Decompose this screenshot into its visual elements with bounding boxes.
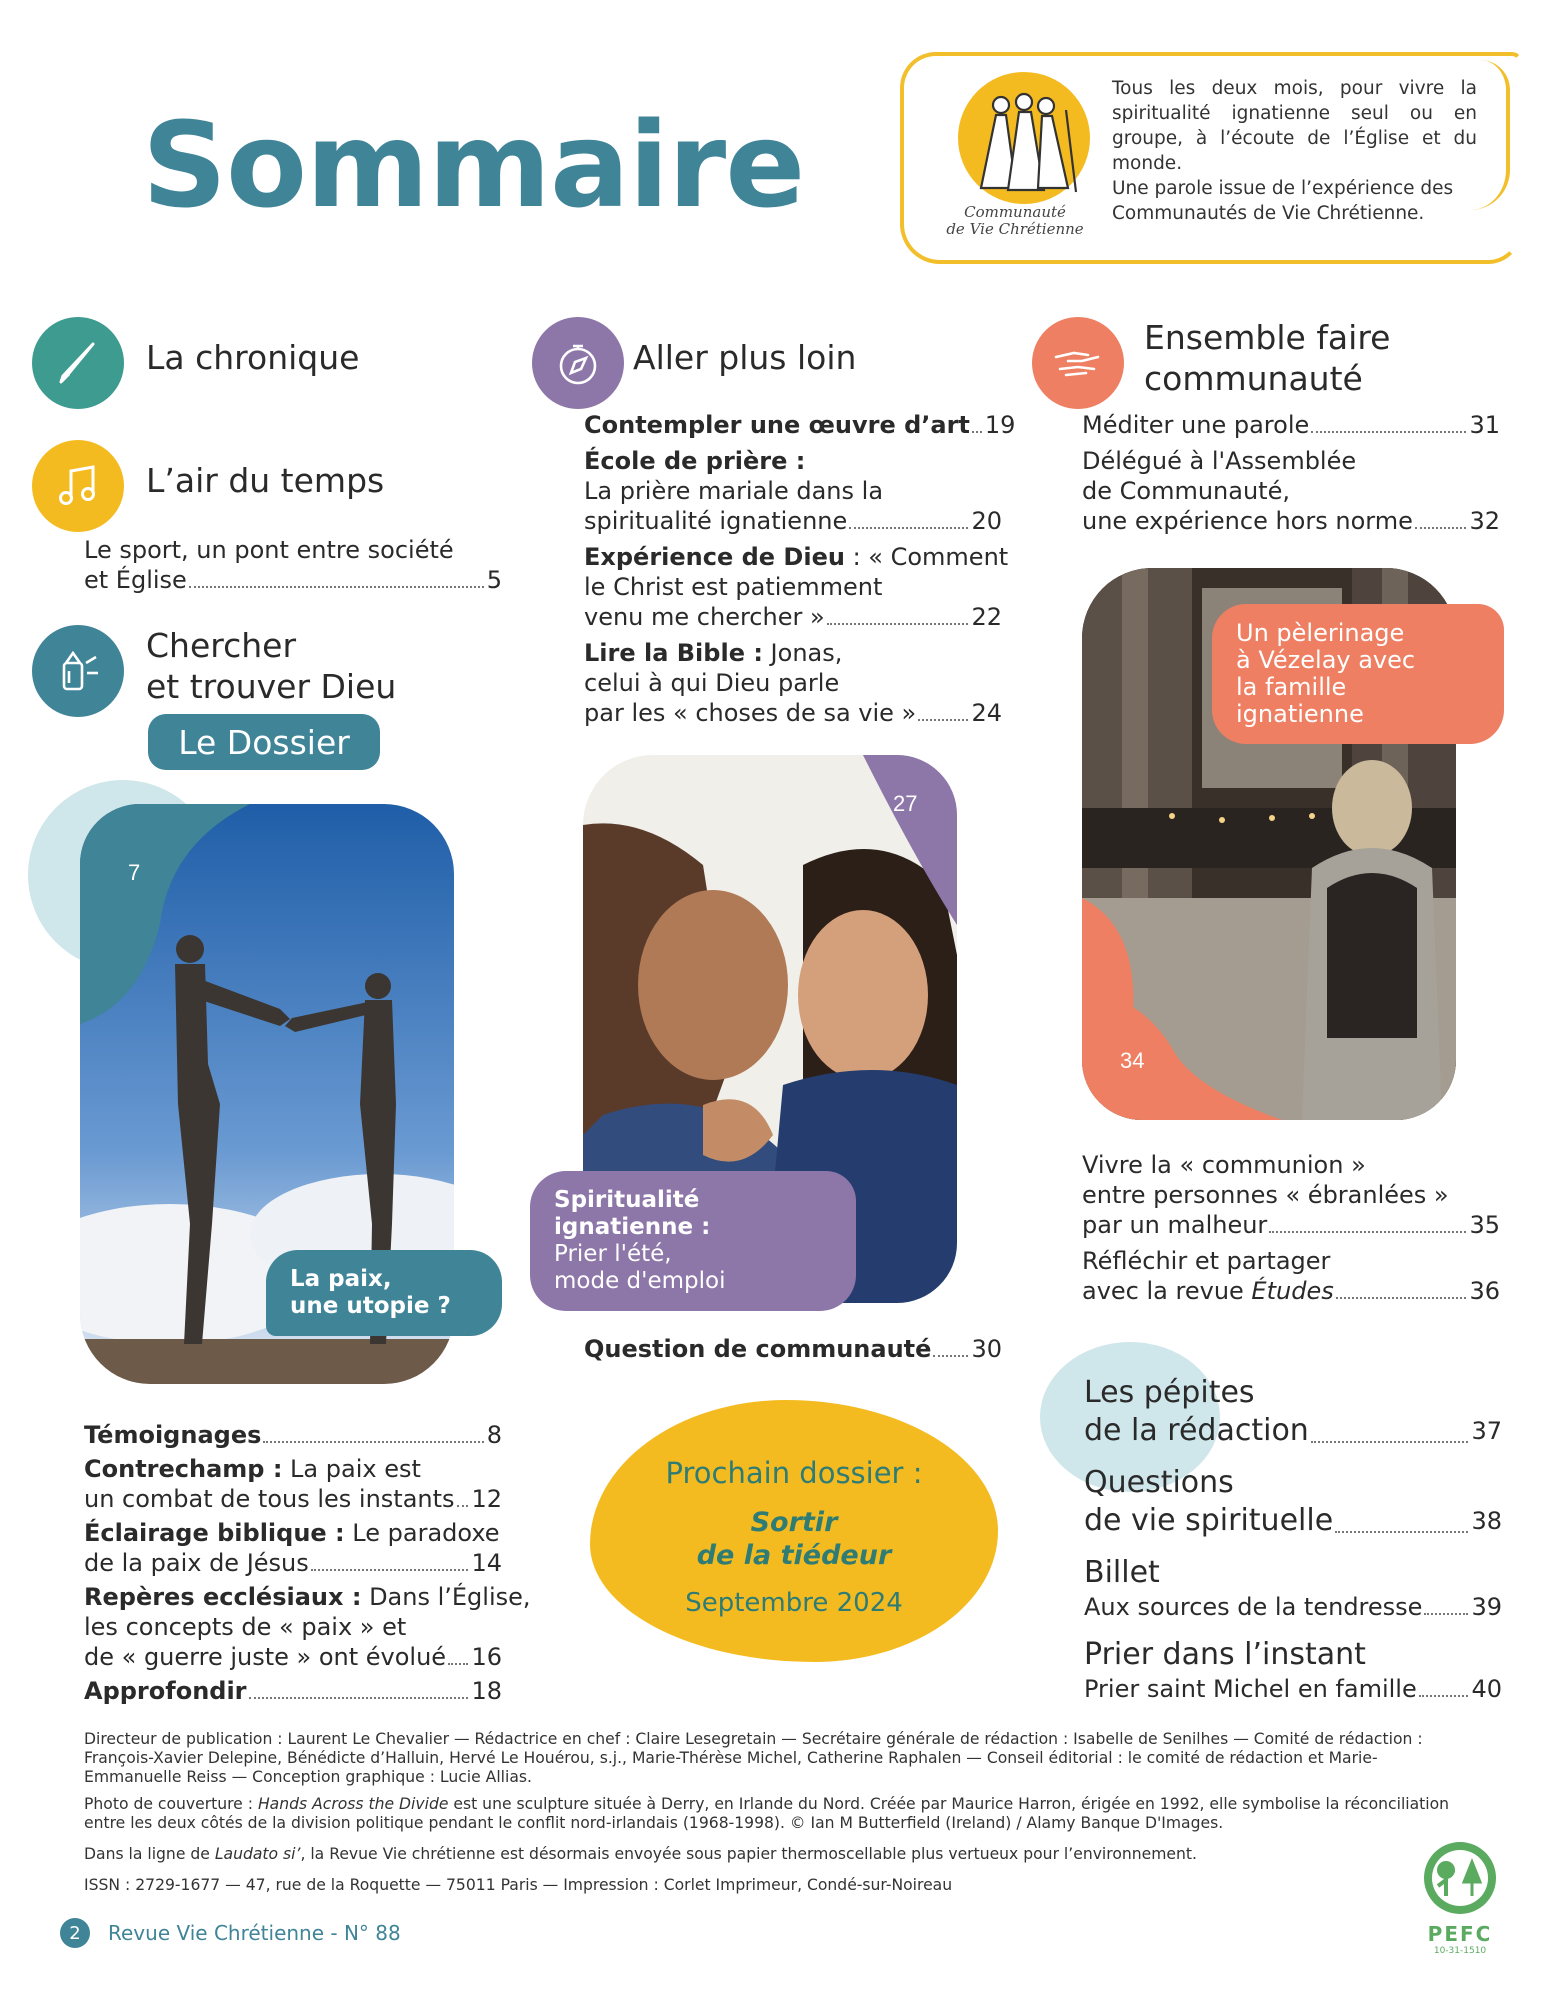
logo-text-2: de Vie Chrétienne — [946, 220, 1084, 239]
toc-bible-title: Lire la Bible : — [584, 639, 763, 667]
footer — [60, 1918, 401, 1948]
toc-eclairage-line2: de la paix de Jésus — [84, 1549, 309, 1577]
dossier-badge: Le Dossier — [148, 714, 380, 770]
toc-prier-page: 40 — [1471, 1675, 1502, 1703]
ensemble-line1: Ensemble faire — [1144, 318, 1391, 357]
credits-line2: François-Xavier Delepine, Bénédicte d’Halluin, Hervé Le Houérou, s.j., Marie-Thérèse Michel, Catherine Raphalen — Conseil éditorial : le comité de rédaction et Marie- — [84, 1749, 1378, 1767]
next-dossier-label: Prochain dossier : — [665, 1456, 923, 1490]
music-note-icon — [53, 461, 103, 511]
toc-ensemble-list — [1082, 410, 1500, 536]
toc-delegue-line2: de Communauté, — [1082, 477, 1290, 505]
toc-question[interactable] — [584, 1334, 1002, 1364]
toc-question-page: 30 — [971, 1335, 1002, 1363]
toc-experience-title: Expérience de Dieu — [584, 543, 845, 571]
next-dossier-date: Septembre 2024 — [685, 1588, 903, 1618]
compass-icon — [551, 336, 605, 390]
toc-reperes-title: Repères ecclésiaux : — [84, 1583, 362, 1611]
toc-billet[interactable] — [1084, 1592, 1502, 1622]
toc-contrechamp-title: Contrechamp : — [84, 1455, 283, 1483]
toc-vivre-line3: par un malheur — [1082, 1211, 1268, 1239]
toc-questions-line1: Questions — [1084, 1465, 1234, 1500]
chronique-icon — [32, 317, 124, 409]
issn-line: ISSN : 2729-1677 — 47, rue de la Roquette — 75011 Paris — Impression : Corlet Imprimeur, Condé-sur-Noireau — [84, 1876, 953, 1894]
toc-questions-line2: de vie spirituelle — [1084, 1503, 1334, 1538]
pefc-code: 10-31-1510 — [1433, 1946, 1487, 1956]
toc-bible[interactable] — [584, 698, 1002, 728]
pelerinage-bubble-line2: à Vézelay avec — [1236, 646, 1416, 674]
pen-icon — [53, 338, 103, 388]
next-dossier-title-2: de la tiédeur — [696, 1540, 892, 1571]
hands-icon — [1050, 335, 1106, 391]
spiritualite-image-number: 27 — [893, 791, 918, 816]
ensemble-line2: communauté — [1144, 359, 1363, 399]
chercher-icon — [32, 625, 124, 717]
toc-questions-page: 38 — [1471, 1507, 1502, 1535]
toc-ecole-line2: spiritualité ignatienne — [584, 507, 848, 535]
section-ensemble — [1144, 317, 1390, 400]
toc-pepites-line2: de la rédaction — [1084, 1413, 1309, 1448]
toc-contrechamp-page: 12 — [471, 1485, 502, 1513]
pefc-tree-icon — [1418, 1838, 1502, 1918]
pelerinage-image-number: 34 — [1120, 1048, 1145, 1073]
next-dossier — [590, 1400, 998, 1662]
toc-billet-sub: Aux sources de la tendresse — [1084, 1593, 1423, 1621]
toc-mediter-page: 31 — [1469, 411, 1500, 439]
toc-mediter-title: Méditer une parole — [1082, 411, 1310, 439]
toc-vivre-page: 35 — [1469, 1211, 1500, 1239]
toc-ecole-page: 20 — [971, 507, 1002, 535]
toc-reperes-page: 16 — [471, 1643, 502, 1671]
pefc-logo — [1416, 1838, 1504, 1956]
toc-billet-title: Billet — [1084, 1555, 1160, 1590]
toc-experience-page: 22 — [971, 603, 1002, 631]
section-air-du-temps: L’air du temps — [146, 461, 385, 500]
toc-pepites-page: 37 — [1471, 1417, 1502, 1445]
toc-contrechamp-line1: La paix est — [282, 1455, 421, 1483]
laudato-suffix: , la Revue Vie chrétienne est désormais envoyée sous papier thermoscellable plus vertueux pour l’environnement. — [300, 1845, 1197, 1863]
logo-text-1: Communauté — [964, 203, 1066, 221]
toc-reflechir[interactable] — [1082, 1276, 1500, 1306]
aller-plus-loin-icon — [532, 317, 624, 409]
toc-questions[interactable] — [1084, 1502, 1502, 1540]
toc-experience[interactable] — [584, 602, 1002, 632]
next-dossier-title-1: Sortir — [750, 1507, 838, 1538]
pelerinage-bubble-line3: la famille ignatienne — [1236, 673, 1364, 728]
toc-ecole-title: École de prière : — [584, 447, 806, 475]
toc-prier[interactable] — [1084, 1674, 1502, 1704]
air-du-temps-icon — [32, 440, 124, 532]
pefc-text: PEFC — [1427, 1922, 1493, 1946]
spiritualite-bubble — [530, 1171, 856, 1311]
toc-sport-line1: Le sport, un pont entre société — [84, 536, 454, 564]
toc-reflechir-italic: Études — [1251, 1277, 1334, 1305]
toc-experience-line2: le Christ est patiemment — [584, 573, 883, 601]
toc-bible-page: 24 — [971, 699, 1002, 727]
revue-name: Revue Vie Chrétienne - N° 88 — [108, 1921, 401, 1945]
credits-line3: Emmanuelle Reiss — Conception graphique : Lucie Allias. — [84, 1768, 532, 1786]
intro-text-2: Une parole issue de l’expérience des Communautés de Vie Chrétienne. — [1112, 178, 1454, 224]
dossier-image-number: 7 — [128, 860, 141, 885]
cvc-logo-icon — [946, 70, 1096, 220]
toc-temoignages-title: Témoignages — [84, 1421, 262, 1449]
toc-reperes[interactable] — [84, 1642, 502, 1672]
toc-billet-page: 39 — [1471, 1593, 1502, 1621]
toc-reflechir-page: 36 — [1469, 1277, 1500, 1305]
toc-delegue-line3: une expérience hors norme — [1082, 507, 1413, 535]
photo-italic: Hands Across the Divide — [257, 1795, 449, 1813]
toc-ecole[interactable] — [584, 506, 1002, 536]
spiritualite-bubble-title: Spiritualité ignatienne : — [554, 1187, 711, 1240]
toc-contrechamp-line2: un combat de tous les instants — [84, 1485, 455, 1513]
page-number: 2 — [60, 1918, 90, 1948]
toc-approfondir-title: Approfondir — [84, 1677, 247, 1705]
credits-line1: Directeur de publication : Laurent Le Chevalier — Rédactrice en chef : Claire Lesegretain — Secrétaire générale de rédaction : Isabelle de Senilhes — Comité de rédaction : — [84, 1730, 1423, 1748]
toc-prier-sub: Prier saint Michel en famille — [1084, 1675, 1417, 1703]
chercher-line2: et trouver Dieu — [146, 667, 397, 707]
toc-prier-title: Prier dans l’instant — [1084, 1637, 1366, 1672]
toc-reflechir-line2: avec la revue — [1082, 1277, 1252, 1305]
toc-experience-line1: : « Comment — [844, 543, 1009, 571]
credits — [84, 1730, 1504, 1895]
toc-dossier-list — [84, 1420, 531, 1706]
lantern-icon — [50, 643, 106, 699]
toc-temoignages-page: 8 — [486, 1421, 502, 1449]
photo-line1: est une sculpture située à Derry, en Irlande du Nord. Créée par Maurice Harron, érigée en 1992, elle symbolise la réconciliation — [448, 1795, 1450, 1813]
toc-delegue[interactable] — [1082, 506, 1500, 536]
toc-mediter[interactable] — [1082, 410, 1500, 440]
chercher-line1: Chercher — [146, 626, 297, 665]
ensemble-icon — [1032, 317, 1124, 409]
toc-ecole-line1: La prière mariale dans la — [584, 477, 884, 505]
pelerinage-bubble-line1: Un pèlerinage — [1236, 619, 1405, 647]
toc-contempler[interactable] — [584, 410, 1016, 440]
section-chercher — [146, 625, 396, 708]
toc-sport — [84, 535, 502, 595]
toc-contrechamp[interactable] — [84, 1484, 502, 1514]
toc-reperes-line1: Dans l’Église, — [361, 1583, 531, 1611]
toc-contempler-page: 19 — [984, 411, 1016, 439]
toc-approfondir-page: 18 — [471, 1677, 502, 1705]
toc-sport-page: 5 — [486, 566, 502, 594]
page-title: Sommaire — [142, 96, 805, 234]
toc-vivre-line2: entre personnes « ébranlées » — [1082, 1181, 1449, 1209]
toc-vivre-line1: Vivre la « communion » — [1082, 1151, 1366, 1179]
toc-sport-line2: et Église — [84, 566, 187, 594]
toc-eclairage-title: Éclairage biblique : — [84, 1519, 345, 1547]
toc-vivre-list — [1082, 1150, 1500, 1306]
dossier-bubble-line1: La paix, — [290, 1266, 392, 1292]
section-chronique: La chronique — [146, 338, 360, 377]
photo-line2: entre les deux côtés de la division politique pendant le conflit nord-irlandais (1968-1998). © Ian M Butterfield (Ireland) / Alamy Banque D'Images. — [84, 1814, 1224, 1832]
toc-delegue-line1: Délégué à l'Assemblée — [1082, 447, 1357, 475]
toc-bottom-list — [1084, 1374, 1502, 1704]
toc-reperes-line3: de « guerre juste » ont évolué — [84, 1643, 447, 1671]
section-aller-plus-loin: Aller plus loin — [633, 338, 857, 377]
toc-delegue-page: 32 — [1469, 507, 1500, 535]
dossier-bubble-line2: une utopie ? — [290, 1293, 451, 1319]
spiritualite-bubble-line2: mode d'emploi — [554, 1268, 726, 1294]
laudato-prefix: Dans la ligne de — [84, 1845, 215, 1863]
toc-pepites[interactable] — [1084, 1412, 1502, 1450]
toc-reperes-line2: les concepts de « paix » et — [84, 1613, 407, 1641]
dossier-bubble — [266, 1250, 502, 1336]
toc-eclairage-line1: Le paradoxe — [344, 1519, 500, 1547]
header-intro — [1112, 76, 1477, 226]
toc-contempler-title: Contempler une œuvre d’art — [584, 411, 970, 439]
logo-caption — [930, 204, 1100, 239]
toc-aller-list — [584, 410, 1016, 728]
toc-eclairage[interactable] — [84, 1548, 502, 1578]
photo-prefix: Photo de couverture : — [84, 1795, 258, 1813]
toc-reflechir-line1: Réfléchir et partager — [1082, 1247, 1331, 1275]
spiritualite-bubble-line1: Prier l'été, — [554, 1241, 672, 1267]
pelerinage-bubble — [1212, 604, 1504, 744]
toc-experience-line3: venu me chercher » — [584, 603, 825, 631]
toc-pepites-line1: Les pépites — [1084, 1375, 1255, 1410]
toc-vivre[interactable] — [1082, 1210, 1500, 1240]
intro-text: Tous les deux mois, pour vivre la spiritualité ignatienne seul ou en groupe, à l’écoute de l’Église et du monde. — [1112, 78, 1477, 174]
toc-bible-line2: celui à qui Dieu parle — [584, 669, 840, 697]
toc-bible-line3: par les « choses de sa vie » — [584, 699, 917, 727]
laudato-italic: Laudato si’ — [214, 1845, 301, 1863]
toc-temoignages[interactable] — [84, 1420, 502, 1450]
toc-approfondir[interactable] — [84, 1676, 502, 1706]
toc-bible-line1: Jonas, — [762, 639, 843, 667]
toc-eclairage-page: 14 — [471, 1549, 502, 1577]
toc-question-title: Question de communauté — [584, 1335, 932, 1363]
